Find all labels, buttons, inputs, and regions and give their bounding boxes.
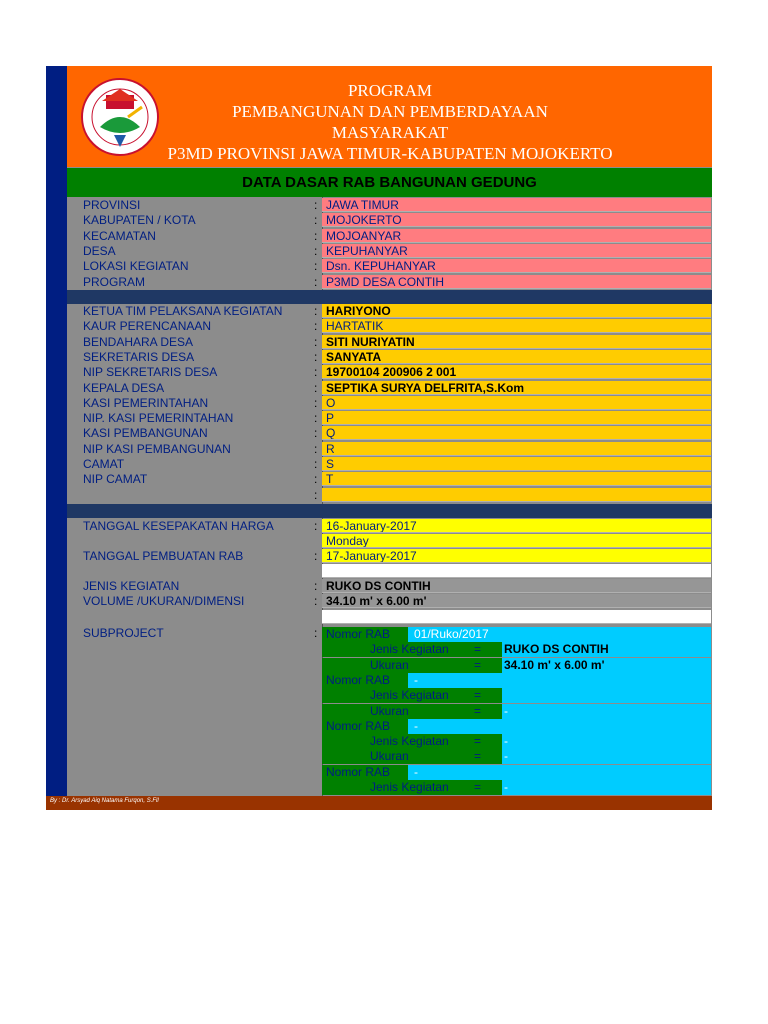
colon: :	[314, 519, 318, 533]
nomor-rab-label: Nomor RAB	[326, 627, 391, 641]
ukuran-value[interactable]: 34.10 m' x 6.00 m'	[504, 657, 605, 672]
equals-sign: =	[474, 749, 482, 764]
government-seal-logo	[80, 77, 160, 157]
official-value-cell[interactable]: S	[322, 457, 711, 471]
colon: :	[314, 426, 318, 441]
colon: :	[314, 380, 318, 395]
colon: :	[314, 579, 318, 593]
header-line-1: PROGRAM	[347, 81, 433, 100]
location-value-cell[interactable]: P3MD DESA CONTIH	[322, 275, 711, 289]
ukuran-label: Ukuran	[370, 703, 409, 718]
official-label: NIP CAMAT	[83, 472, 148, 487]
tanggal-kesepakatan-label: TANGGAL KESEPAKATAN HARGA	[83, 519, 274, 533]
jenis-kegiatan-value[interactable]: RUKO DS CONTIH	[504, 642, 609, 657]
equals-sign: =	[474, 734, 482, 749]
author-credit: By : Dr. Arsyad Aiq Natama Furqon, S.Fll	[50, 798, 159, 804]
blank-cell[interactable]	[322, 564, 711, 578]
official-value-cell[interactable]: SANYATA	[322, 350, 711, 364]
location-label: KABUPATEN / KOTA	[83, 213, 196, 228]
colon: :	[314, 198, 318, 212]
tanggal-pembuatan-cell[interactable]: 17-January-2017	[322, 549, 711, 563]
official-label: KEPALA DESA	[83, 380, 165, 395]
official-label: NIP KASI PEMBANGUNAN	[83, 441, 231, 456]
jenis-kegiatan-label: JENIS KEGIATAN	[83, 579, 180, 593]
colon: :	[314, 411, 318, 426]
jenis-kegiatan-label: Jenis Kegiatan	[370, 780, 449, 794]
colon: :	[314, 365, 318, 380]
jenis-kegiatan-label: Jenis Kegiatan	[370, 688, 449, 703]
jenis-kegiatan-cell[interactable]: RUKO DS CONTIH	[322, 579, 711, 593]
official-label: BENDAHARA DESA	[83, 334, 194, 349]
jenis-kegiatan-value[interactable]: -	[504, 734, 508, 749]
colon: :	[314, 594, 318, 608]
nomor-rab-value[interactable]: -	[414, 764, 418, 779]
official-value-cell[interactable]: SEPTIKA SURYA DELFRITA,S.Kom	[322, 381, 711, 395]
subproject-label: SUBPROJECT	[83, 626, 164, 640]
section-separator	[67, 290, 712, 304]
colon: :	[314, 243, 318, 258]
nomor-rab-value[interactable]: -	[414, 672, 418, 687]
ukuran-label: Ukuran	[370, 657, 409, 672]
colon: :	[314, 472, 318, 487]
official-label: KETUA TIM PELAKSANA KEGIATAN	[83, 304, 283, 318]
nomor-rab-label: Nomor RAB	[326, 764, 391, 779]
location-value-cell[interactable]: Dsn. KEPUHANYAR	[322, 259, 711, 273]
equals-sign: =	[474, 780, 482, 794]
colon: :	[314, 395, 318, 410]
official-label: SEKRETARIS DESA	[83, 349, 195, 364]
page-title: DATA DASAR RAB BANGUNAN GEDUNG	[242, 174, 537, 191]
equals-sign: =	[474, 657, 482, 672]
day-cell[interactable]: Monday	[322, 534, 711, 548]
section-separator	[67, 504, 712, 518]
location-label: PROVINSI	[83, 198, 141, 212]
left-accent-bar	[46, 66, 67, 796]
location-value-cell[interactable]: MOJOANYAR	[322, 229, 711, 243]
ukuran-value[interactable]: -	[504, 703, 508, 718]
location-label: DESA	[83, 243, 116, 258]
official-value-cell[interactable]: HARIYONO	[322, 304, 711, 318]
header-title	[150, 80, 630, 164]
official-label: KASI PEMBANGUNAN	[83, 426, 208, 441]
official-label: NIP SEKRETARIS DESA	[83, 365, 218, 380]
header-line-3: MASYARAKAT	[331, 123, 449, 142]
ukuran-value[interactable]: -	[504, 749, 508, 764]
official-value-cell[interactable]: O	[322, 396, 711, 410]
equals-sign: =	[474, 642, 482, 657]
nomor-rab-value[interactable]: -	[414, 718, 418, 733]
volume-cell[interactable]: 34.10 m' x 6.00 m'	[322, 594, 711, 608]
header-line-4: P3MD PROVINSI JAWA TIMUR-KABUPATEN MOJOKERTO	[167, 144, 613, 163]
jenis-kegiatan-label: Jenis Kegiatan	[370, 642, 449, 657]
equals-sign: =	[474, 688, 482, 703]
location-value-cell[interactable]: KEPUHANYAR	[322, 244, 711, 258]
colon: :	[314, 319, 318, 334]
location-label: PROGRAM	[83, 274, 146, 289]
location-value-cell[interactable]: JAWA TIMUR	[322, 198, 711, 212]
location-label: LOKASI KEGIATAN	[83, 259, 189, 274]
colon: :	[314, 441, 318, 456]
location-value-cell[interactable]: MOJOKERTO	[322, 213, 711, 227]
colon: :	[314, 259, 318, 274]
colon: :	[314, 228, 318, 243]
official-value-cell[interactable]: HARTATIK	[322, 319, 711, 333]
jenis-kegiatan-label: Jenis Kegiatan	[370, 734, 449, 749]
colon: :	[314, 349, 318, 364]
colon: :	[314, 213, 318, 228]
nomor-rab-label: Nomor RAB	[326, 672, 391, 687]
official-value-cell[interactable]: Q	[322, 426, 711, 440]
colon: :	[314, 304, 318, 318]
title-bar	[67, 168, 712, 197]
volume-label: VOLUME /UKURAN/DIMENSI	[83, 594, 245, 608]
location-label: KECAMATAN	[83, 228, 156, 243]
colon: :	[314, 626, 318, 640]
nomor-rab-value[interactable]: 01/Ruko/2017	[414, 627, 489, 641]
official-label: KAUR PERENCANAAN	[83, 319, 212, 334]
tanggal-pembuatan-label: TANGGAL PEMBUATAN RAB	[83, 549, 244, 563]
official-label: KASI PEMERINTAHAN	[83, 395, 209, 410]
header-line-2: PEMBANGUNAN DAN PEMBERDAYAAN	[232, 102, 548, 121]
official-value-cell[interactable]: T	[322, 472, 711, 486]
official-label: CAMAT	[83, 457, 125, 471]
footer-bar	[46, 796, 712, 810]
official-value-cell[interactable]: 19700104 200906 2 001	[322, 365, 711, 379]
official-value-cell[interactable]: SITI NURIYATIN	[322, 335, 711, 349]
colon: :	[314, 334, 318, 349]
official-value-cell[interactable]: P	[322, 411, 711, 425]
colon: :	[314, 487, 318, 502]
colon: :	[314, 457, 318, 471]
blank-cell[interactable]	[322, 488, 711, 502]
ukuran-label: Ukuran	[370, 749, 409, 764]
blank-cell[interactable]	[322, 610, 711, 624]
jenis-kegiatan-value[interactable]: -	[504, 780, 508, 794]
equals-sign: =	[474, 703, 482, 718]
tanggal-kesepakatan-cell[interactable]: 16-January-2017	[322, 519, 711, 533]
official-label: NIP. KASI PEMERINTAHAN	[83, 411, 234, 426]
nomor-rab-label: Nomor RAB	[326, 718, 391, 733]
colon: :	[314, 274, 318, 289]
official-value-cell[interactable]: R	[322, 442, 711, 456]
colon: :	[314, 549, 318, 563]
